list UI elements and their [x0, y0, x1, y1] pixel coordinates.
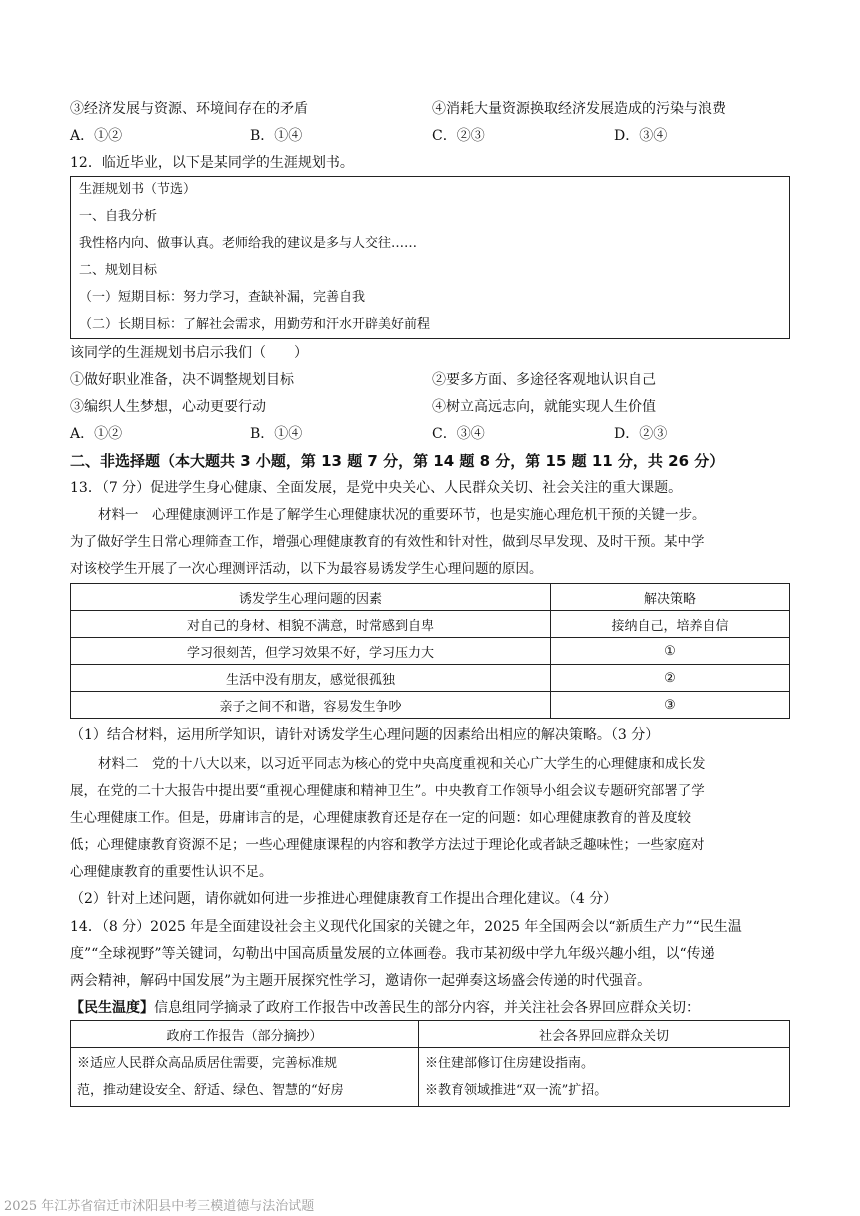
response-line: ※住建部修订住房建设指南。 — [425, 1056, 595, 1071]
q12-option-2: ②要多方面、多途径客观地认识自己 — [432, 372, 656, 388]
minsheng-label: 【民生温度】 — [70, 1000, 154, 1016]
table-cell — [71, 1048, 419, 1107]
q12-option-1: ①做好职业准备，决不调整规划目标 — [70, 372, 294, 388]
table-header-row — [71, 1021, 790, 1048]
table-header: 解决策略 — [551, 584, 790, 611]
response-line: ※教育领域推进“双一流”扩招。 — [425, 1083, 608, 1098]
career-plan-line: （二）长期目标：了解社会需求，用勤劳和汗水开辟美好前程 — [79, 317, 431, 332]
q12-question: 该同学的生涯规划书启示我们（ ） — [70, 345, 308, 361]
career-plan-line: 一、自我分析 — [79, 209, 158, 224]
q12-answer-d: D．②③ — [614, 426, 668, 442]
q13-sub-question-2: （2）针对上述问题，请你就如何进一步推进心理健康教育工作提出合理化建议。（4 分） — [70, 891, 618, 907]
q13-material-1-line: 为了做好学生日常心理筛查工作，增强心理健康教育的有效性和针对性，做到尽早发现、及时干预。某中学 — [70, 534, 705, 550]
q14-stem-line: 14．（8 分）2025 年是全面建设社会主义现代化国家的关键之年，2025 年全国两会以“新质生产力”“民生温 — [70, 919, 742, 935]
q11-option-3: ③经济发展与资源、环境间存在的矛盾 — [70, 101, 308, 117]
minsheng-text: 信息组同学摘录了政府工作报告中改善民生的部分内容，并关注社会各界回应群众关切： — [154, 1000, 700, 1016]
table-row — [71, 692, 790, 719]
q11-option-4: ④消耗大量资源换取经济发展造成的污染与浪费 — [432, 101, 726, 117]
q14-minsheng-table — [70, 1020, 790, 1107]
table-cell: 亲子之间不和谐，容易发生争吵 — [71, 692, 551, 719]
report-line: 范，推动建设安全、舒适、绿色、智慧的“好房 — [77, 1083, 344, 1098]
q13-material-2-line: 生心理健康工作。但是，毋庸讳言的是，心理健康教育还是存在一定的问题：如心理健康教育的普及度较 — [70, 810, 691, 826]
q12-stem: 12．临近毕业，以下是某同学的生涯规划书。 — [70, 155, 354, 171]
career-plan-title: 生涯规划书（节选） — [79, 182, 197, 197]
q13-material-2-line: 心理健康教育的重要性认识不足。 — [70, 864, 273, 880]
table-header-row — [71, 584, 790, 611]
q11-answer-c: C．②③ — [432, 128, 485, 144]
table-cell — [419, 1048, 790, 1107]
q14-stem-line: 两会精神，解码中国发展”为主题开展探究性学习，邀请你一起弹奏这场盛会传递的时代强音。 — [70, 973, 652, 989]
table-cell: 生活中没有朋友，感觉很孤独 — [71, 665, 551, 692]
table-row — [71, 638, 790, 665]
q12-option-3: ③编织人生梦想，心动更要行动 — [70, 399, 266, 415]
career-plan-line: 我性格内向、做事认真。老师给我的建议是多与人交往…… — [79, 236, 418, 251]
career-plan-line: （一）短期目标：努力学习，查缺补漏，完善自我 — [79, 290, 366, 305]
q11-answer-d: D．③④ — [614, 128, 668, 144]
report-line: ※适应人民群众高品质居住需要，完善标准规 — [77, 1056, 338, 1071]
q12-answer-a: A．①② — [70, 426, 123, 442]
table-header: 社会各界回应群众关切 — [419, 1021, 790, 1048]
q12-option-4: ④树立高远志向，就能实现人生价值 — [432, 399, 656, 415]
q13-factor-table — [70, 583, 790, 719]
q13-material-1-line: 材料一 心理健康测评工作是了解学生心理健康状况的重要环节，也是实施心理危机干预的关键一步。 — [98, 507, 706, 523]
q13-material-2-line: 材料二 党的十八大以来，以习近平同志为核心的党中央高度重视和关心广大学生的心理健康和成长发 — [98, 756, 706, 772]
table-cell: ② — [551, 665, 790, 692]
q11-answer-a: A．①② — [70, 128, 123, 144]
table-cell: ③ — [551, 692, 790, 719]
table-row — [71, 611, 790, 638]
document-footer: 2025 年江苏省宿迁市沭阳县中考三模道德与法治试题 — [4, 1199, 315, 1214]
q12-answer-c: C．③④ — [432, 426, 485, 442]
q13-stem: 13．（7 分）促进学生身心健康、全面发展，是党中央关心、人民群众关切、社会关注的重大课题。 — [70, 480, 683, 496]
table-header: 政府工作报告（部分摘抄） — [71, 1021, 419, 1048]
table-cell: ① — [551, 638, 790, 665]
q14-minsheng-line — [70, 999, 700, 1017]
table-row — [71, 665, 790, 692]
career-plan-box — [70, 176, 790, 339]
q12-answer-b: B．①④ — [250, 426, 303, 442]
table-row — [71, 1048, 790, 1107]
table-cell: 接纳自己，培养自信 — [551, 611, 790, 638]
table-cell: 学习很刻苦，但学习效果不好，学习压力大 — [71, 638, 551, 665]
section-2-heading: 二、非选择题（本大题共 3 小题，第 13 题 7 分，第 14 题 8 分，第 15 题 11 分，共 26 分） — [70, 452, 725, 470]
q13-sub-question-1: （1）结合材料，运用所学知识，请针对诱发学生心理问题的因素给出相应的解决策略。（3 分） — [70, 727, 660, 743]
table-cell: 对自己的身材、相貌不满意，时常感到自卑 — [71, 611, 551, 638]
q13-material-2-line: 展，在党的二十大报告中提出要“重视心理健康和精神卫生”。中央教育工作领导小组会议专题研究部署了学 — [70, 783, 705, 799]
q13-material-1-line: 对该校学生开展了一次心理测评活动，以下为最容易诱发学生心理问题的原因。 — [70, 561, 543, 577]
table-header: 诱发学生心理问题的因素 — [71, 584, 551, 611]
career-plan-line: 二、规划目标 — [79, 263, 158, 278]
q11-answer-b: B．①④ — [250, 128, 303, 144]
q13-material-2-line: 低；心理健康教育资源不足；一些心理健康课程的内容和教学方法过于理论化或者缺乏趣味性；一些家庭对 — [70, 837, 705, 853]
q14-stem-line: 度”“全球视野”等关键词，勾勒出中国高质量发展的立体画卷。我市某初级中学九年级兴趣小组，以“传递 — [70, 946, 715, 962]
